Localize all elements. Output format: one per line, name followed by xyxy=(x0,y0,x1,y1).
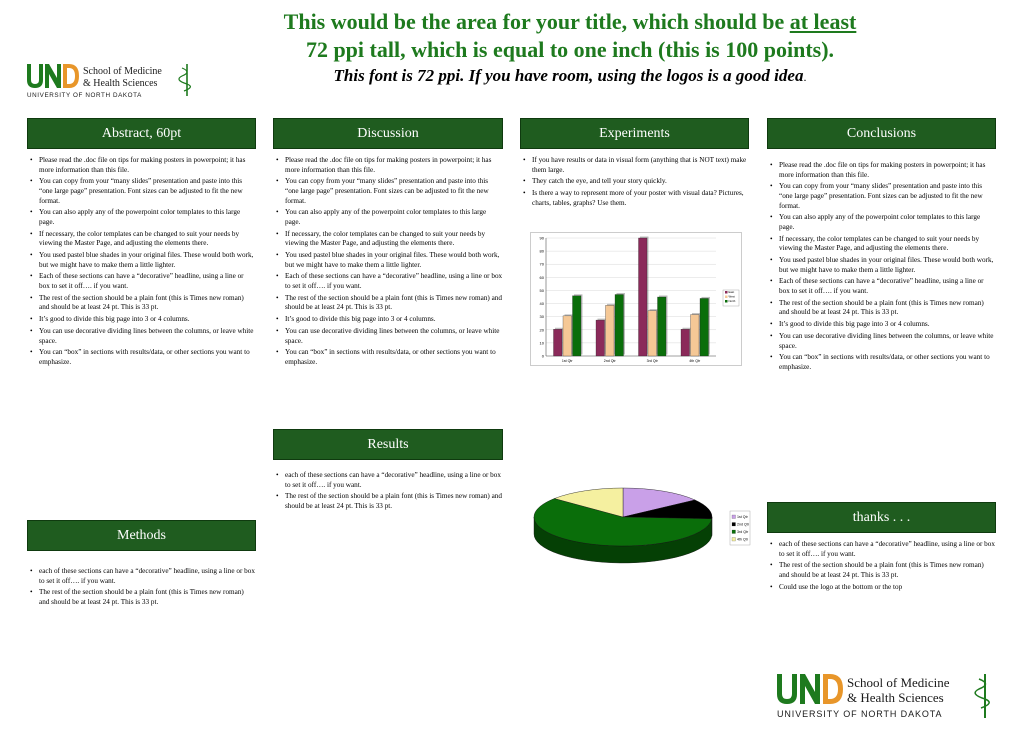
results-heading: Results xyxy=(273,429,503,460)
list-item: • Could use the logo at the bottom or the top xyxy=(769,583,995,593)
y-tick-label: 70 xyxy=(539,261,544,267)
title-line-2: 72 ppi tall, which is equal to one inch (this is 100 points). xyxy=(305,37,835,62)
bar xyxy=(639,238,648,356)
und-letters-icon xyxy=(27,64,79,88)
logo-bottom-line2: & Health Sciences xyxy=(847,690,944,705)
list-item: • You can also apply any of the powerpoint color templates to this large page. xyxy=(275,208,503,227)
list-item: • It’s good to divide this big page into 3 or 4 columns. xyxy=(769,320,995,330)
legend-label: 2nd Qtr xyxy=(737,522,749,527)
legend-swatch xyxy=(732,538,736,542)
abstract-heading: Abstract, 60pt xyxy=(27,118,256,149)
logo-top-line3: UNIVERSITY OF NORTH DAKOTA xyxy=(27,92,142,99)
list-item: • You can copy from your “many slides” presentation and paste into this “one large page” presentation. Font sizes can be adjusted to fit the new format. xyxy=(275,177,503,206)
list-item: • You used pastel blue shades in your original files. These would both work, but we might have to make them a little lighter. xyxy=(29,251,255,270)
methods-list xyxy=(29,567,255,608)
list-item: • They catch the eye, and tell your story quickly. xyxy=(522,177,750,187)
logo-bottom-line3: UNIVERSITY OF NORTH DAKOTA xyxy=(777,709,943,719)
pie-chart-slices xyxy=(534,488,712,563)
discussion-text xyxy=(275,156,503,370)
discussion-list xyxy=(275,156,503,368)
legend-label: West xyxy=(728,294,735,299)
results-pie-chart xyxy=(533,487,751,569)
y-tick-label: 20 xyxy=(539,327,544,333)
list-item: • You can “box” in sections with results/data, or other sections you want to emphasize. xyxy=(769,353,995,372)
title-underlined-text: at least xyxy=(789,9,857,34)
discussion-heading: Discussion xyxy=(273,118,503,149)
list-item: • Each of these sections can have a “decorative” headline, using a line or box to set it off…. if you want. xyxy=(29,272,255,291)
bar xyxy=(606,305,615,356)
bar xyxy=(700,298,709,356)
list-item: • You used pastel blue shades in your original files. These would both work, but we might have to make them a little lighter. xyxy=(769,256,995,275)
logo-top-line2: & Health Sciences xyxy=(83,78,158,89)
pie-chart-legend xyxy=(730,511,750,545)
list-item: • You used pastel blue shades in your original files. These would both work, but we might have to make them a little lighter. xyxy=(275,251,503,270)
bar xyxy=(648,311,657,356)
subtitle xyxy=(190,64,950,89)
list-item: • You can also apply any of the powerpoint color templates to this large page. xyxy=(769,213,995,232)
experiments-bar-chart xyxy=(530,232,742,366)
caduceus-icon xyxy=(179,64,190,96)
legend-label: 4th Qtr xyxy=(737,537,748,542)
list-item: • The rest of the section should be a plain font (this is Times new roman) and should be at least 24 pt. This is 33 pt. xyxy=(275,294,503,313)
methods-heading: Methods xyxy=(27,520,256,551)
conclusions-heading: Conclusions xyxy=(767,118,996,149)
poster-title-block xyxy=(190,8,950,89)
list-item: • You can copy from your “many slides” presentation and paste into this “one large page” presentation. Font sizes can be adjusted to fit the new format. xyxy=(29,177,255,206)
caduceus-icon xyxy=(975,674,989,718)
experiments-heading: Experiments xyxy=(520,118,749,149)
x-tick-label: 4th Qtr xyxy=(689,359,701,363)
conclusions-text xyxy=(769,161,995,375)
results-text xyxy=(275,471,503,514)
y-tick-label: 80 xyxy=(539,248,544,254)
thanks-heading: thanks . . . xyxy=(767,502,996,533)
list-item: • Please read the .doc file on tips for making posters in powerpoint; it has more information than this file. xyxy=(769,161,995,180)
subtitle-period: . xyxy=(803,70,807,84)
list-item: • You can use decorative dividing lines between the columns, or leave white space. xyxy=(769,332,995,351)
bar xyxy=(691,315,700,356)
bar xyxy=(563,316,572,356)
logo-bottom-line1: School of Medicine xyxy=(847,675,950,690)
legend-swatch xyxy=(725,300,728,303)
x-tick-label: 3rd Qtr xyxy=(646,359,658,363)
bar-chart-legend xyxy=(723,290,739,306)
list-item: • You can “box” in sections with results/data, or other sections you want to emphasize. xyxy=(29,348,255,367)
list-item: • If necessary, the color templates can be changed to suit your needs by viewing the Master Page, and adjusting the elements there. xyxy=(275,230,503,249)
und-logo-top xyxy=(25,60,195,100)
list-item: • Is there a way to represent more of your poster with visual data? Pictures, charts, tables, graphs? Use them. xyxy=(522,189,750,208)
legend-swatch xyxy=(732,515,736,519)
subtitle-text: This font is 72 ppi. If you have room, using the logos is a good idea xyxy=(333,66,804,85)
list-item: • The rest of the section should be a plain font (this is Times new roman) and should be at least 24 pt. This is 33 pt. xyxy=(769,561,995,580)
methods-text xyxy=(29,567,255,610)
y-tick-label: 50 xyxy=(539,287,544,293)
list-item: • If necessary, the color templates can be changed to suit your needs by viewing the Master Page, and adjusting the elements there. xyxy=(29,230,255,249)
experiments-list xyxy=(522,156,750,208)
title-line-1 xyxy=(190,8,950,36)
list-item: • each of these sections can have a “decorative” headline, using a line or box to set it off…. if you want. xyxy=(769,540,995,559)
y-tick-label: 0 xyxy=(541,353,544,359)
list-item: • Please read the .doc file on tips for making posters in powerpoint; it has more information than this file. xyxy=(29,156,255,175)
list-item: • each of these sections can have a “decorative” headline, using a line or box to set it off…. if you want. xyxy=(275,471,503,490)
legend-swatch xyxy=(732,523,736,527)
legend-label: East xyxy=(728,290,735,294)
list-item: • It’s good to divide this big page into 3 or 4 columns. xyxy=(275,315,503,325)
und-letters-icon xyxy=(777,674,843,704)
list-item: • The rest of the section should be a plain font (this is Times new roman) and should be at least 24 pt. This is 33 pt. xyxy=(275,492,503,511)
abstract-list xyxy=(29,156,255,368)
list-item: • You can “box” in sections with results/data, or other sections you want to emphasize. xyxy=(275,348,503,367)
y-tick-label: 10 xyxy=(539,340,544,346)
y-tick-label: 40 xyxy=(539,301,544,307)
list-item: • Please read the .doc file on tips for making posters in powerpoint; it has more information than this file. xyxy=(275,156,503,175)
thanks-list xyxy=(769,540,995,592)
logo-top-line1: School of Medicine xyxy=(83,66,162,77)
list-item: • You can use decorative dividing lines between the columns, or leave white space. xyxy=(275,327,503,346)
bar xyxy=(573,296,582,356)
x-tick-label: 2nd Qtr xyxy=(603,359,616,363)
bar xyxy=(658,297,667,356)
list-item: • The rest of the section should be a plain font (this is Times new roman) and should be at least 24 pt. This is 33 pt. xyxy=(29,294,255,313)
bar xyxy=(554,329,563,356)
bar xyxy=(615,295,624,356)
x-tick-label: 1st Qtr xyxy=(561,359,573,363)
experiments-text xyxy=(522,156,750,211)
conclusions-list xyxy=(769,161,995,373)
thanks-text xyxy=(769,540,995,595)
und-logo-bottom xyxy=(775,670,995,722)
bar xyxy=(681,329,690,356)
title-line-1-text: This would be the area for your title, which should be xyxy=(283,9,790,34)
legend-swatch xyxy=(732,530,736,534)
list-item: • You can copy from your “many slides” presentation and paste into this “one large page” presentation. Font sizes can be adjusted to fit the new format. xyxy=(769,182,995,211)
legend-label: North xyxy=(728,299,736,303)
list-item: • You can use decorative dividing lines between the columns, or leave white space. xyxy=(29,327,255,346)
y-tick-label: 60 xyxy=(539,274,544,280)
legend-label: 1st Qtr xyxy=(737,515,748,519)
y-tick-label: 90 xyxy=(539,235,544,241)
list-item: • The rest of the section should be a plain font (this is Times new roman) and should be at least 24 pt. This is 33 pt. xyxy=(769,299,995,318)
legend-swatch xyxy=(725,296,728,299)
abstract-text xyxy=(29,156,255,370)
legend-label: 3rd Qtr xyxy=(737,530,749,534)
list-item: • You can also apply any of the powerpoint color templates to this large page. xyxy=(29,208,255,227)
results-list xyxy=(275,471,503,512)
list-item: • It’s good to divide this big page into 3 or 4 columns. xyxy=(29,315,255,325)
y-tick-label: 30 xyxy=(539,314,544,320)
legend-swatch xyxy=(725,291,728,294)
list-item: • Each of these sections can have a “decorative” headline, using a line or box to set it off…. if you want. xyxy=(769,277,995,296)
list-item: • The rest of the section should be a plain font (this is Times new roman) and should be at least 24 pt. This is 33 pt. xyxy=(29,588,255,607)
bar xyxy=(596,320,605,356)
list-item: • each of these sections can have a “decorative” headline, using a line or box to set it off…. if you want. xyxy=(29,567,255,586)
list-item: • If you have results or data in visual form (anything that is NOT text) make them large. xyxy=(522,156,750,175)
list-item: • Each of these sections can have a “decorative” headline, using a line or box to set it off…. if you want. xyxy=(275,272,503,291)
list-item: • If necessary, the color templates can be changed to suit your needs by viewing the Master Page, and adjusting the elements there. xyxy=(769,235,995,254)
